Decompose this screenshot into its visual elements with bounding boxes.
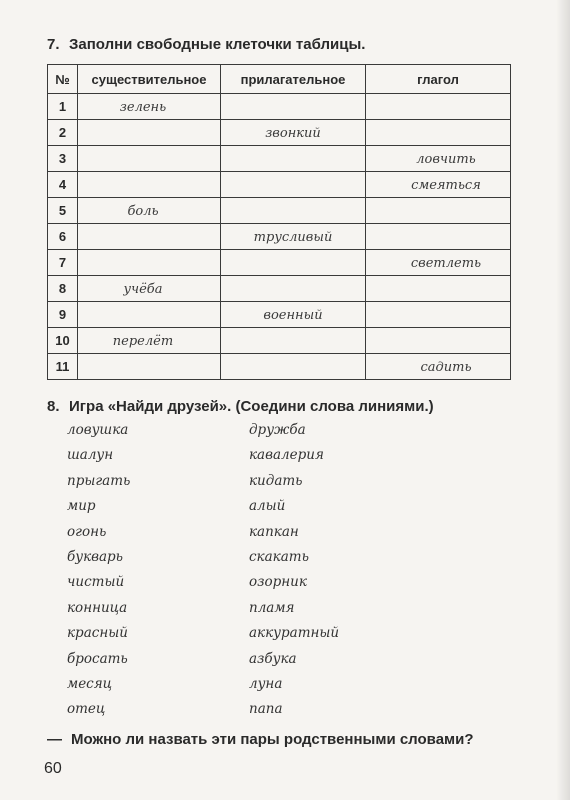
page-edge-shadow — [556, 0, 570, 800]
table-row — [48, 94, 511, 120]
row-number-cell: 4 — [48, 172, 78, 198]
handwritten-answer: смеяться — [411, 177, 481, 193]
table-row — [48, 354, 511, 380]
noun-cell — [78, 302, 221, 328]
task-8-text: Игра «Найди друзей». (Соедини слова линиями.) — [69, 398, 434, 415]
row-number-cell: 3 — [48, 146, 78, 172]
question-text: Можно ли назвать эти пары родственными словами? — [71, 731, 474, 748]
row-number-cell: 7 — [48, 250, 78, 276]
right-word: папа — [249, 701, 283, 718]
adjective-cell — [221, 354, 366, 380]
task-7-title — [47, 36, 365, 53]
table-header-row — [48, 65, 511, 94]
noun-cell — [78, 224, 221, 250]
verb-cell — [366, 94, 511, 120]
table-row — [48, 328, 511, 354]
adjective-cell — [221, 146, 366, 172]
noun-cell — [78, 146, 221, 172]
right-word: луна — [249, 676, 283, 692]
noun-cell — [78, 198, 221, 224]
verb-cell — [366, 328, 511, 354]
adjective-cell — [221, 302, 366, 328]
adjective-cell — [221, 94, 366, 120]
row-number-cell: 5 — [48, 198, 78, 224]
verb-cell — [366, 276, 511, 302]
noun-cell — [78, 328, 221, 354]
handwritten-answer: ловчить — [416, 151, 476, 167]
right-word: озорник — [249, 574, 307, 591]
row-number-cell: 1 — [48, 94, 78, 120]
adjective-cell — [221, 198, 366, 224]
left-word: ловушка — [67, 422, 129, 438]
adjective-cell — [221, 328, 366, 354]
left-word: месяц — [67, 676, 113, 692]
verb-cell — [366, 198, 511, 224]
right-word: капкан — [249, 523, 299, 540]
handwritten-answer: учёба — [123, 281, 163, 297]
verb-cell — [366, 354, 511, 380]
handwritten-answer: трусливый — [253, 229, 333, 245]
page-number: 60 — [44, 760, 62, 777]
noun-cell — [78, 276, 221, 302]
right-word: кидать — [249, 472, 303, 489]
right-word: скакать — [249, 549, 309, 565]
task-7-text: Заполни свободные клеточки таблицы. — [69, 36, 366, 53]
table-row — [48, 120, 511, 146]
adjective-cell — [221, 172, 366, 198]
handwritten-answer: перелёт — [112, 333, 174, 349]
left-word: прыгать — [67, 472, 131, 489]
row-number-cell: 6 — [48, 224, 78, 250]
handwritten-answer: звонкий — [265, 125, 321, 141]
verb-cell — [366, 120, 511, 146]
right-word: алый — [249, 498, 286, 515]
right-word: дружба — [249, 422, 306, 438]
noun-cell — [78, 120, 221, 146]
handwritten-answer: садить — [420, 359, 472, 375]
table-row — [48, 302, 511, 328]
adjective-cell — [221, 224, 366, 250]
question-dash: — — [47, 731, 62, 748]
handwritten-answer: светлеть — [410, 255, 482, 271]
header-number: № — [48, 65, 78, 94]
verb-cell — [366, 224, 511, 250]
left-word: шалун — [67, 447, 114, 464]
left-word: конница — [67, 599, 128, 616]
handwritten-answer: зелень — [119, 99, 167, 115]
adjective-cell — [221, 250, 366, 276]
task-8-number: 8. — [47, 398, 60, 415]
left-word: букварь — [67, 549, 124, 565]
verb-cell — [366, 172, 511, 198]
noun-cell — [78, 172, 221, 198]
row-number-cell: 10 — [48, 328, 78, 354]
verb-cell — [366, 146, 511, 172]
task-7-number: 7. — [47, 36, 60, 53]
verb-cell — [366, 250, 511, 276]
table-row — [48, 250, 511, 276]
header-adjective: прилагательное — [221, 65, 366, 94]
left-word: красный — [67, 625, 128, 642]
handwritten-answer: военный — [263, 307, 323, 323]
left-word: отец — [67, 701, 106, 718]
table-body — [48, 94, 511, 380]
table-row — [48, 198, 511, 224]
table-row — [48, 276, 511, 302]
row-number-cell: 8 — [48, 276, 78, 302]
left-word: мир — [67, 498, 96, 515]
noun-cell — [78, 250, 221, 276]
right-word: пламя — [249, 599, 295, 616]
right-word: азбука — [249, 650, 297, 667]
left-word: бросать — [67, 650, 128, 667]
noun-cell — [78, 354, 221, 380]
table-row — [48, 172, 511, 198]
word-forms-table — [47, 64, 511, 380]
right-word: аккуратный — [249, 625, 340, 642]
row-number-cell: 11 — [48, 354, 78, 380]
handwritten-answer: боль — [127, 203, 159, 219]
table-row — [48, 224, 511, 250]
header-verb: глагол — [366, 65, 511, 94]
left-word: чистый — [67, 574, 125, 591]
row-number-cell: 9 — [48, 302, 78, 328]
left-word: огонь — [67, 523, 107, 540]
adjective-cell — [221, 276, 366, 302]
right-word: кавалерия — [249, 447, 324, 464]
adjective-cell — [221, 120, 366, 146]
question-line — [47, 731, 474, 748]
header-noun: существительное — [78, 65, 221, 94]
table-row — [48, 146, 511, 172]
verb-cell — [366, 302, 511, 328]
noun-cell — [78, 94, 221, 120]
row-number-cell: 2 — [48, 120, 78, 146]
task-8-title — [47, 398, 434, 415]
